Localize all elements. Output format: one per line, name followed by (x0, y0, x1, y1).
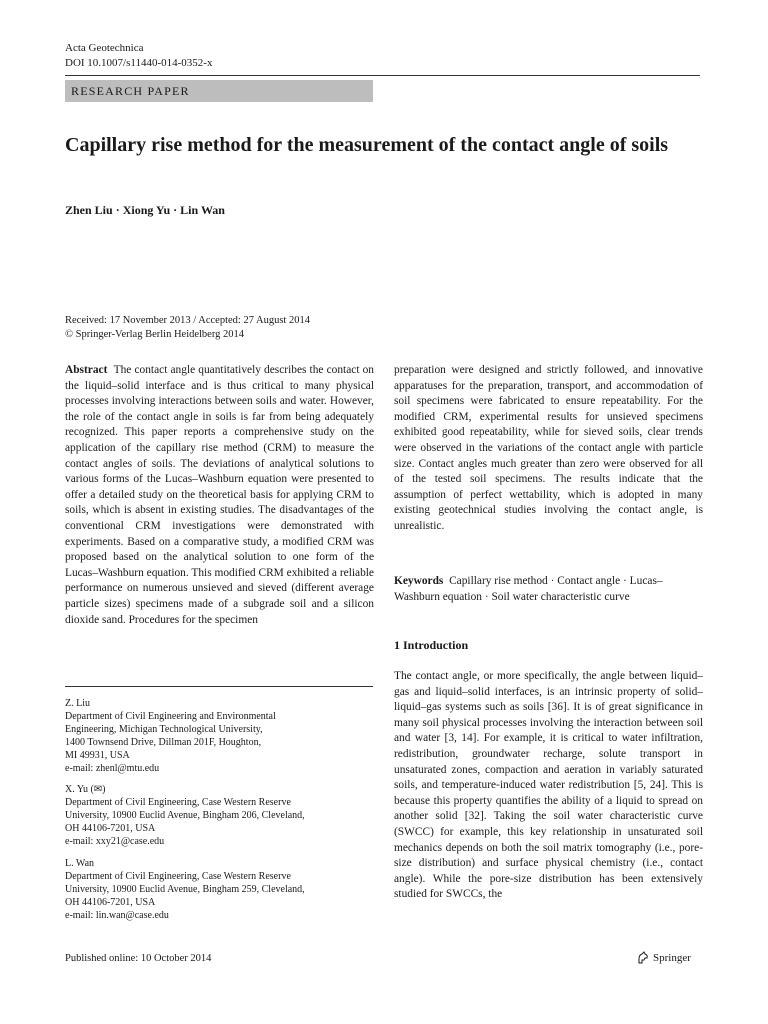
affiliation-block: X. Yu (✉) Department of Civil Engineering, Case Western Reserve University, 10900 Euclid Avenue, Bingham 206, Cleveland, OH 44106-7201, USA e-mail: xxy21@case.edu (65, 783, 375, 848)
citation-link[interactable]: [36] (547, 701, 567, 714)
publisher-logo (636, 951, 691, 965)
affiliation-name: Z. Liu (65, 698, 90, 709)
abstract-heading: Abstract (65, 364, 108, 376)
email: e-mail: lin.wan@case.edu (65, 910, 169, 921)
keywords (394, 573, 703, 605)
authors: Zhen Liu · Xiong Yu · Lin Wan (65, 203, 225, 217)
journal-name: Acta Geotechnica (65, 42, 144, 54)
article-type-banner: RESEARCH PAPER (65, 80, 373, 102)
copyright: © Springer-Verlag Berlin Heidelberg 2014 (65, 329, 245, 340)
publisher-name: Springer (653, 952, 691, 964)
citation-link[interactable]: 3 (448, 732, 455, 745)
introduction-paragraph: The contact angle, or more specifically, the angle between liquid–gas and liquid–solid interfaces, is an intrinsic property of solid–liquid–gas systems such as soils [36]. It is of great significance in many soil physical processes involving the interaction between soil and water [3, 14]. For example, it is critical to water infiltration, redistribution, groundwater recharge, solute transport in unsaturated zones, compaction and aeration in variably saturated soils, and temperature-induced water redistribution [5, 24]. This is because this property quantifies the ability of a liquid to spread on another solid [32]. Taking the soil water characteristic curve (SWCC) for example, this key relationship in unsaturated soil mechanics depends on both the soil matrix tomography (i.e., pore-size distribution) and surface physical chemistry (i.e., contact angle). While the pore-size distribution has been extensively studied for SWCCs, the (394, 670, 703, 901)
citation-link[interactable]: 24 (649, 779, 662, 792)
published-online: Published online: 10 October 2014 (65, 953, 212, 964)
affiliation-block: L. Wan Department of Civil Engineering, Case Western Reserve University, 10900 Euclid Avenue, Bingham 259, Cleveland, OH 44106-7201, USA e-mail: lin.wan@case.edu (65, 857, 375, 922)
abstract-right-column (394, 363, 703, 535)
section-heading-introduction: 1 Introduction (394, 638, 469, 652)
email: e-mail: xxy21@case.edu (65, 836, 165, 847)
abstract-text-right: preparation were designed and strictly followed, and innovative apparatuses for the preparation, transport, and accommodation of soil specimens were fabricated to ensure repeatability. For the modified CRM, experimental results for unsieved specimens exhibited good repeatability, while for sieved soils, clear trends were observed in the variations of the contact angle with particle size. Contact angles much greater than zero were observed for all of the tested soil specimens. The results indicate that the assumption of perfect wettability, which is adopted in many existing geotechnical studies involving the contact angle, is unrealistic. (394, 364, 703, 532)
affiliation-name: L. Wan (65, 858, 95, 869)
doi: DOI 10.1007/s11440-014-0352-x (65, 57, 213, 69)
affiliation-rule (65, 686, 373, 687)
citation-link[interactable]: 5 (637, 779, 644, 792)
keywords-text: Capillary rise method · Contact angle · Lucas–Washburn equation · Soil water characteristic curve (394, 575, 663, 603)
paper-title: Capillary rise method for the measurement of the contact angle of soils (65, 134, 669, 156)
citation-link[interactable]: 14 (461, 732, 473, 745)
springer-horse-icon (636, 951, 650, 965)
citation-link[interactable]: [32] (464, 810, 484, 823)
email: e-mail: zhenl@mtu.edu (65, 763, 160, 774)
journal-header (65, 41, 212, 71)
received-accepted: Received: 17 November 2013 / Accepted: 27 August 2014 (65, 315, 310, 326)
abstract-text-left: The contact angle quantitatively describes the contact on the liquid–solid interface and is thus critical to many physical processes involving interactions between soils and water. However, the role of the contact angle in soils is far from being adequately recognized. This paper reports a comprehensive study on the application of the capillary rise method (CRM) to measure the contact angles of soils. The deviations of analytical solutions to various forms of the Lucas–Washburn equation were presented to offer a detailed study on the theoretical basis for applying CRM to soils, which is absent in existing studies. The disadvantages of the conventional CRM investigations were demonstrated with experiments. Based on a comparative study, a modified CRM was proposed based on the analytical solution to one form of the Lucas–Washburn equation. This modified CRM exhibited a reliable performance on numerous unsieved and sieved (different average particle sizes) specimens made of a subgrade soil and a silicon dioxide sand. Procedures for the specimen (65, 364, 374, 626)
affiliation-name: X. Yu (✉) (65, 784, 106, 795)
affiliation-block: Z. Liu Department of Civil Engineering and Environmental Engineering, Michigan Technological University, 1400 Townsend Drive, Dillman 201F, Houghton, MI 49931, USA e-mail: zhenl@mtu.edu (65, 697, 375, 775)
publication-dates (65, 314, 310, 342)
abstract-left-column (65, 363, 374, 677)
header-rule (65, 75, 700, 76)
keywords-heading: Keywords (394, 575, 444, 587)
